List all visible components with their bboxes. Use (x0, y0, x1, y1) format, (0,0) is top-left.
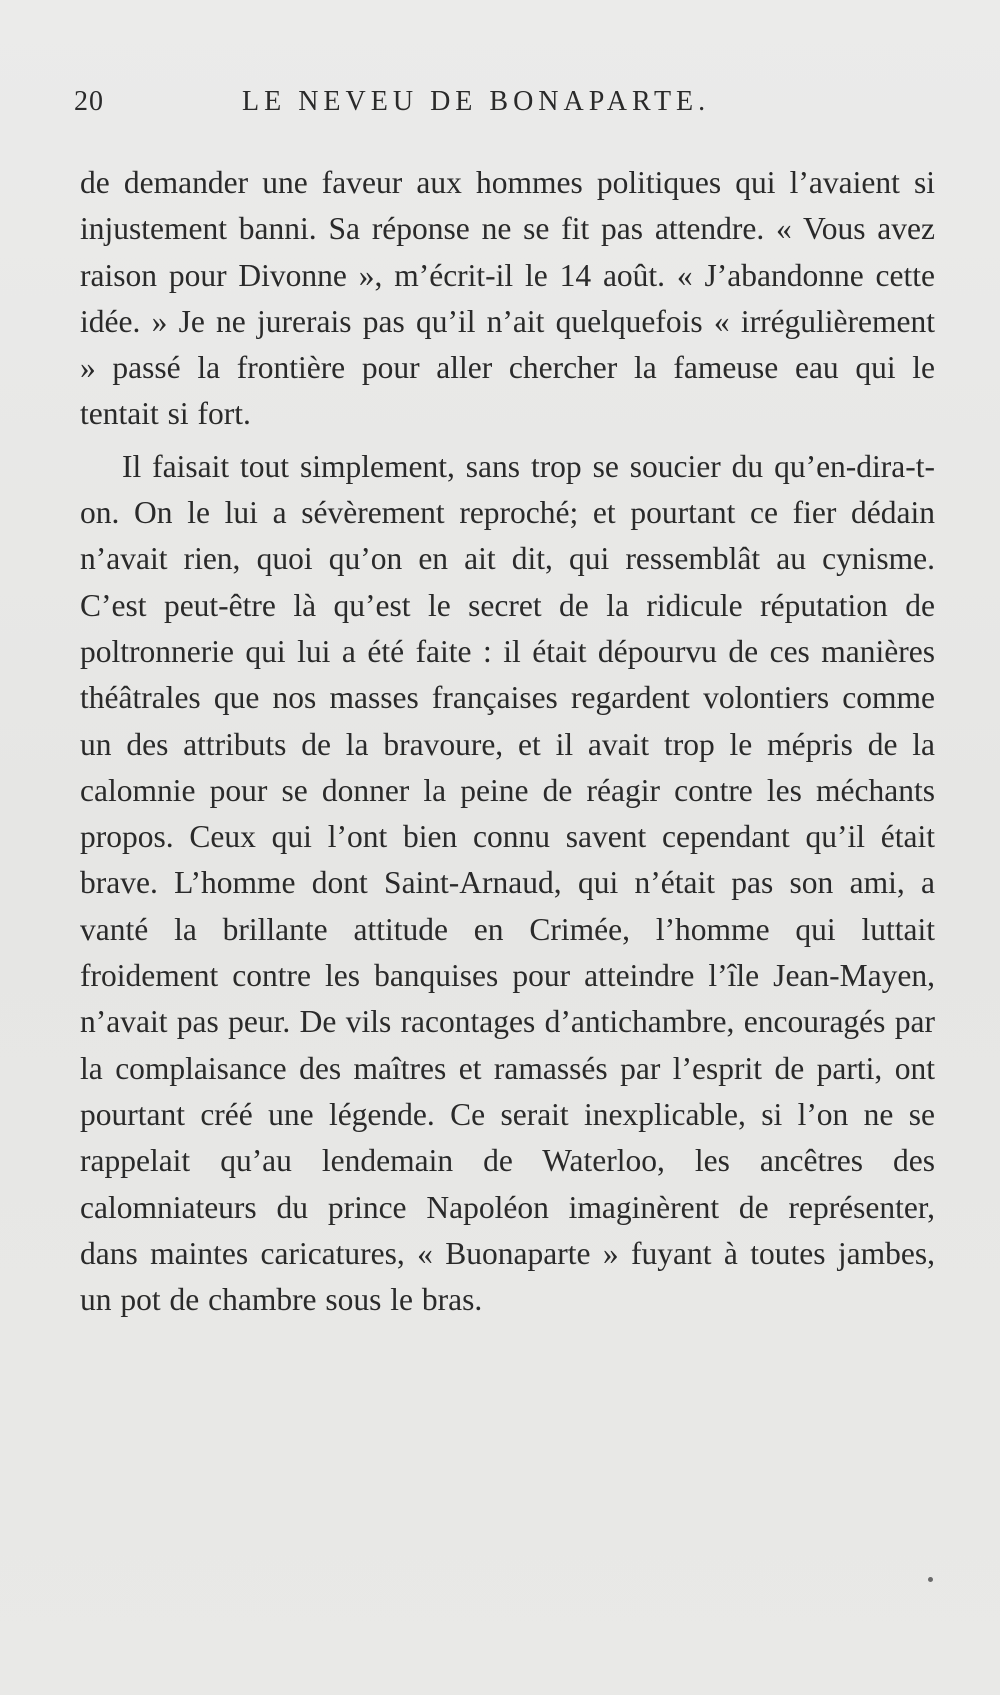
page-number: 20 (74, 86, 104, 117)
running-title: LE NEVEU DE BONAPARTE. (242, 86, 711, 117)
paragraph: de demander une faveur aux hommes politiques qui l’avaient si injustement banni. Sa réponse ne se fit pas attendre. « Vous avez raison pour Divonne », m’écrit-il le 14 août. « J’abandonne cette idée. » Je ne jurerais pas qu’il n’ait quelquefois « irrégulièrement » passé la frontière pour aller chercher la fameuse eau qui le tentait si fort. (80, 165, 935, 432)
body-text (80, 160, 935, 1323)
running-head (74, 86, 934, 126)
paper-speck (928, 1577, 933, 1582)
paragraph: Il faisait tout simplement, sans trop se soucier du qu’en-dira-t-on. On le lui a sévèrement reproché; et pourtant ce fier dédain n’avait rien, quoi qu’on en ait dit, qui ressemblât au cynisme. C’est peut-être là qu’est le secret de la ridicule réputation de poltronnerie qui lui a été faite : il était dépourvu de ces manières théâtrales que nos masses françaises regardent volontiers comme un des attributs de la bravoure, et il avait trop le mépris de la calomnie pour se donner la peine de réagir contre les méchants propos. Ceux qui l’ont bien connu savent cependant qu’il était brave. L’homme dont Saint-Arnaud, qui n’était pas son ami, a vanté la brillante attitude en Crimée, l’homme qui luttait froidement contre les banquises pour atteindre l’île Jean-Mayen, n’avait pas peur. De vils racontages d’antichambre, encouragés par la complaisance des maîtres et ramassés par l’esprit de parti, ont pourtant créé une légende. Ce serait inexplicable, si l’on ne se rappelait qu’au lendemain de Waterloo, les ancêtres des calomniateurs du prince Napoléon imaginèrent de représenter, dans maintes caricatures, « Buonaparte » fuyant à toutes jambes, un pot de chambre sous le bras. (80, 448, 935, 1318)
